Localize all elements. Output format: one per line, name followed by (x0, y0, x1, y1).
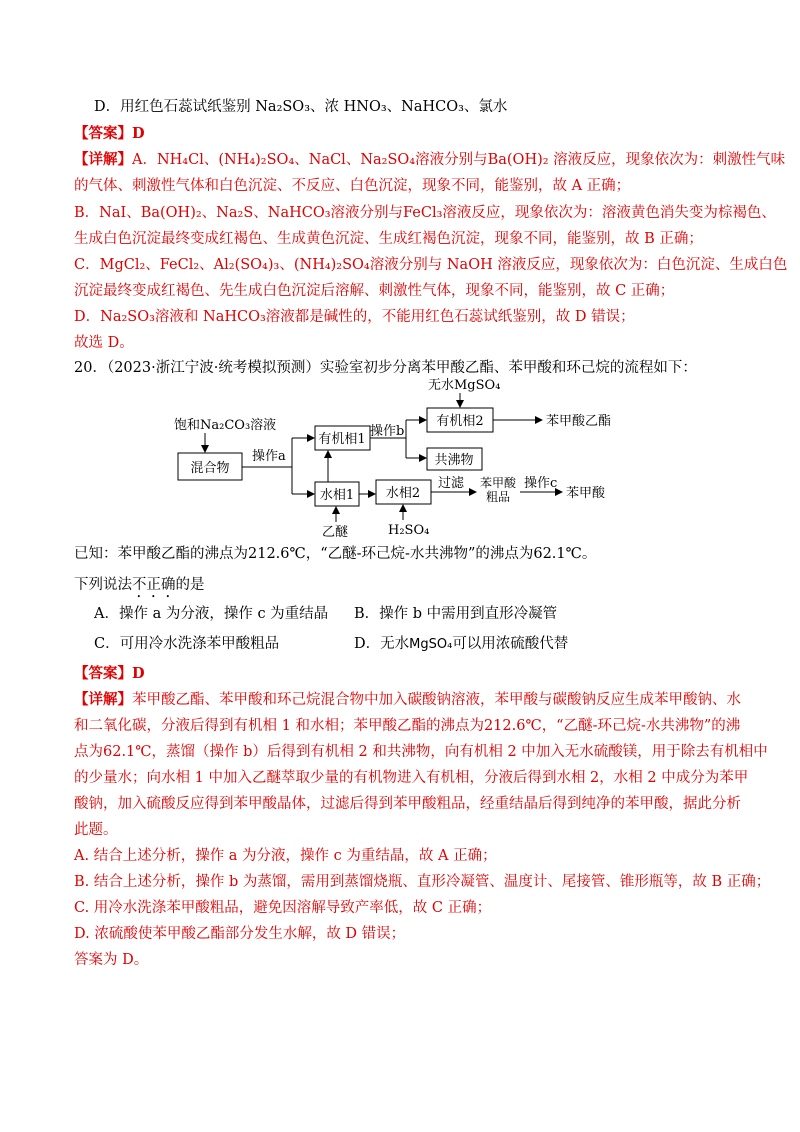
detail-2b: 212.6℃ (483, 718, 542, 734)
aqueous-2-label: 水相2 (385, 486, 421, 501)
detail-3b: 62.1℃ (103, 744, 152, 760)
filter-label: 过滤 (438, 476, 465, 491)
q20-detail-4: 的少量水；向水相 1 中加入乙醚萃取少量的有机物进入有机相，分液后得到水相 2，水相 2 中成分为苯甲 (74, 770, 749, 786)
mixture-label: 混合物 (190, 461, 230, 476)
q20-detail-6: 此题。 (74, 822, 118, 838)
ask-pre: 下列说法 (74, 577, 132, 593)
q20-detail-1 (74, 690, 741, 710)
q19-answer: 【答案】D (74, 125, 145, 142)
ask-emphasis: 不正确 (132, 577, 176, 593)
q20-det-d: D. 浓硫酸使苯甲酸乙酯部分发生水解，故 D 错误； (74, 926, 406, 942)
q19-detail-a1 (74, 150, 785, 170)
crude-label-2: 粗品 (485, 490, 511, 504)
op-b-label: 操作b (370, 424, 405, 439)
q20-det-a: A. 结合上述分析，操作 a 为分液，操作 c 为重结晶，故 A 正确； (74, 848, 497, 864)
organic-2-label: 有机相2 (436, 414, 484, 429)
reagent-na2co3: 饱和Na₂CO₃溶液 (174, 418, 277, 433)
detail-2c: ，“乙醚-环己烷-水共沸物”的沸 (541, 718, 741, 734)
q19-detail-d: D．Na₂SO₃溶液和 NaHCO₃溶液都是碱性的，不能用红色石蕊试纸鉴别，故 D 错误； (74, 309, 635, 325)
ask-post: 的是 (175, 577, 205, 593)
product-ester-label: 苯甲酸乙酯 (546, 414, 612, 429)
q20-det-b: B. 结合上述分析，操作 b 为蒸馏，需用到蒸馏烧瓶、直形冷凝管、温度计、尾接管、锥形瓶等，故 B 正确； (74, 874, 771, 890)
q19-detail-b1: B．NaI、Ba(OH)₂、Na₂S、NaHCO₃溶液分别与FeCl₃溶液反应，现象依次为：溶液黄色消失变为棕褐色、 (74, 205, 776, 221)
mgso4-label: 无水MgSO₄ (428, 378, 501, 393)
q20-option-c: C．可用冷水洗涤苯甲酸粗品 (94, 636, 280, 652)
organic-1-label: 有机相1 (318, 432, 366, 447)
detail-3a: 点为 (74, 744, 103, 760)
aqueous-1-label: 水相1 (319, 488, 355, 503)
detail-3c: ，蒸馏（操作 b）后得到有机相 2 和共沸物，向有机相 2 中加入无水硫酸镁，用于除去有机相中 (151, 744, 768, 760)
q20-stem: 20．（2023·浙江宁波·统考模拟预测）实验室初步分离苯甲酸乙酯、苯甲酸和环己烷的流程如下： (74, 360, 697, 376)
q20-detail-tag: 【详解】 (74, 691, 132, 708)
known-mid: ，“乙醚-环己烷-水共沸物”的沸点为 (305, 546, 534, 562)
q19-detail-tag: 【详解】 (74, 151, 132, 168)
q20-known (74, 544, 596, 564)
opt-d-chem: MgSO₄ (409, 637, 453, 652)
opt-d-post: 可以用浓硫酸代替 (452, 636, 569, 652)
q20-detail-5: 酸钠，加入硫酸反应得到苯甲酸晶体，过滤后得到苯甲酸粗品，经重结晶后得到纯净的苯甲酸，据此分析 (74, 796, 741, 812)
known-bp2: 62.1℃ (533, 546, 582, 562)
q19-detail-a2: 的气体、刺激性气体和白色沉淀、不反应、白色沉淀，现象不同，能鉴别，故 A 正确； (74, 178, 631, 194)
q19-detail-b2: 生成白色沉淀最终变成红褐色、生成黄色沉淀、生成红褐色沉淀，现象不同，能鉴别，故 B 正确； (74, 231, 703, 247)
known-end: 。 (581, 546, 597, 562)
q20-final: 答案为 D。 (74, 952, 149, 968)
h2so4-label: H₂SO₄ (388, 523, 430, 538)
azeotrope-label: 共沸物 (434, 453, 474, 468)
q20-option-b: B．操作 b 中需用到直形冷凝管 (354, 606, 558, 622)
q19-detail-c1: C．MgCl₂、FeCl₂、Al₂(SO₄)₃、(NH₄)₂SO₄溶液分别与 NaOH 溶液反应，现象依次为：白色沉淀、生成白色 (74, 257, 788, 273)
known-bp1: 212.6℃ (248, 546, 306, 562)
q20-detail-2 (74, 716, 740, 736)
q19-detail-a1-text: A．NH₄Cl、(NH₄)₂SO₄、NaCl、Na₂SO₄溶液分别与Ba(OH)₂ 溶液反应，现象依次为：刺激性气味 (132, 152, 786, 168)
q19-option-d: D．用红色石蕊试纸鉴别 Na₂SO₃、浓 HNO₃、NaHCO₃、氯水 (94, 99, 508, 115)
opt-d-pre: D．无水 (354, 636, 410, 652)
q20-option-d (354, 634, 568, 655)
op-a-label: 操作a (252, 449, 286, 464)
product-acid-label: 苯甲酸 (566, 486, 606, 501)
ether-label: 乙醚 (322, 525, 349, 540)
known-pre: 已知：苯甲酸乙酯的沸点为 (74, 546, 248, 562)
q20-det-c: C. 用冷水洗涤苯甲酸粗品，避免因溶解导致产率低，故 C 正确； (74, 900, 492, 916)
flow-diagram (160, 375, 630, 545)
q20-option-a: A．操作 a 为分液，操作 c 为重结晶 (94, 606, 329, 622)
q20-answer: 【答案】D (74, 665, 145, 682)
q20-detail-3 (74, 742, 768, 762)
q20-ask (74, 575, 205, 601)
op-c-label: 操作c (524, 476, 558, 491)
q19-detail-c2: 沉淀最终变成红褐色、先生成白色沉淀后溶解、刺激性气体，现象不同，能鉴别，故 C 正确； (74, 283, 675, 299)
crude-label-1: 苯甲酸 (479, 476, 517, 490)
detail-2a: 和二氧化碳，分液后得到有机相 1 和水相；苯甲酸乙酯的沸点为 (74, 718, 484, 734)
q19-conclusion: 故选 D。 (74, 335, 134, 351)
q20-detail-1-text: 苯甲酸乙酯、苯甲酸和环己烷混合物中加入碳酸钠溶液，苯甲酸与碳酸钠反应生成苯甲酸钠、水 (132, 692, 741, 708)
